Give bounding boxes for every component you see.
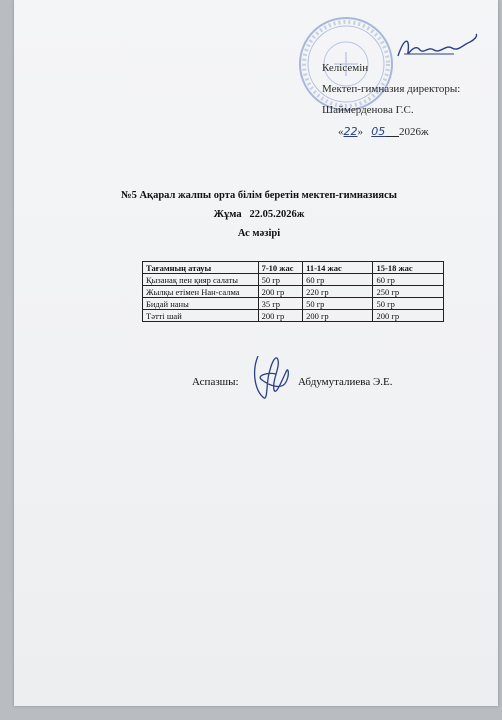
table-row xyxy=(143,286,444,298)
portion-11-14: 60 гр xyxy=(303,274,373,286)
portion-11-14: 50 гр xyxy=(303,298,373,310)
dish-name: Бидай наны xyxy=(143,298,259,310)
cook-name: Абдумуталиева Э.Е. xyxy=(298,376,393,388)
date-close-quote: » xyxy=(357,126,363,138)
document-page xyxy=(14,0,498,706)
approval-date xyxy=(322,121,492,143)
portion-7-10: 200 гр xyxy=(258,310,302,322)
portion-7-10: 200 гр xyxy=(258,286,302,298)
portion-11-14: 200 гр xyxy=(303,310,373,322)
document-title-block xyxy=(74,186,444,243)
menu-table xyxy=(142,261,444,322)
portion-15-18: 250 гр xyxy=(373,286,444,298)
cook-signature xyxy=(246,350,296,402)
header-age-7-10: 7-10 жас xyxy=(258,262,302,274)
menu-title: Ас мәзірі xyxy=(237,228,281,239)
table-row xyxy=(143,274,444,286)
portion-11-14: 220 гр xyxy=(303,286,373,298)
menu-table-header-row xyxy=(143,262,444,274)
dish-name: Қызанақ пен қияр салаты xyxy=(143,274,259,286)
header-age-15-18: 15-18 жас xyxy=(373,262,444,274)
dish-name: Тәтті шай xyxy=(143,310,259,322)
date-open-quote: « xyxy=(338,126,344,138)
approval-director-name: Шаймерденова Г.С. xyxy=(322,104,414,116)
portion-15-18: 50 гр xyxy=(373,298,444,310)
approval-title: Келісемін xyxy=(322,62,369,74)
header-dish-name: Тағамның атауы xyxy=(143,262,259,274)
approval-block xyxy=(322,58,492,143)
approval-position: Мектеп-гимназия директоры: xyxy=(322,83,461,95)
portion-15-18: 60 гр xyxy=(373,274,444,286)
table-row xyxy=(143,310,444,322)
date-month: 05 xyxy=(371,125,386,138)
dish-name: Жылқы етімен Нан-салма xyxy=(143,286,259,298)
portion-15-18: 200 гр xyxy=(373,310,444,322)
portion-7-10: 35 гр xyxy=(258,298,302,310)
menu-date: Жұма 22.05.2026ж xyxy=(213,209,305,220)
school-name: №5 Ақарал жалпы орта білім беретін мектеп-гимназиясы xyxy=(121,190,397,201)
cook-label: Аспазшы: xyxy=(192,376,239,388)
header-age-11-14: 11-14 жас xyxy=(303,262,373,274)
date-day: 22 xyxy=(343,125,358,138)
portion-7-10: 50 гр xyxy=(258,274,302,286)
table-row xyxy=(143,298,444,310)
date-year: 2026ж xyxy=(399,126,429,138)
